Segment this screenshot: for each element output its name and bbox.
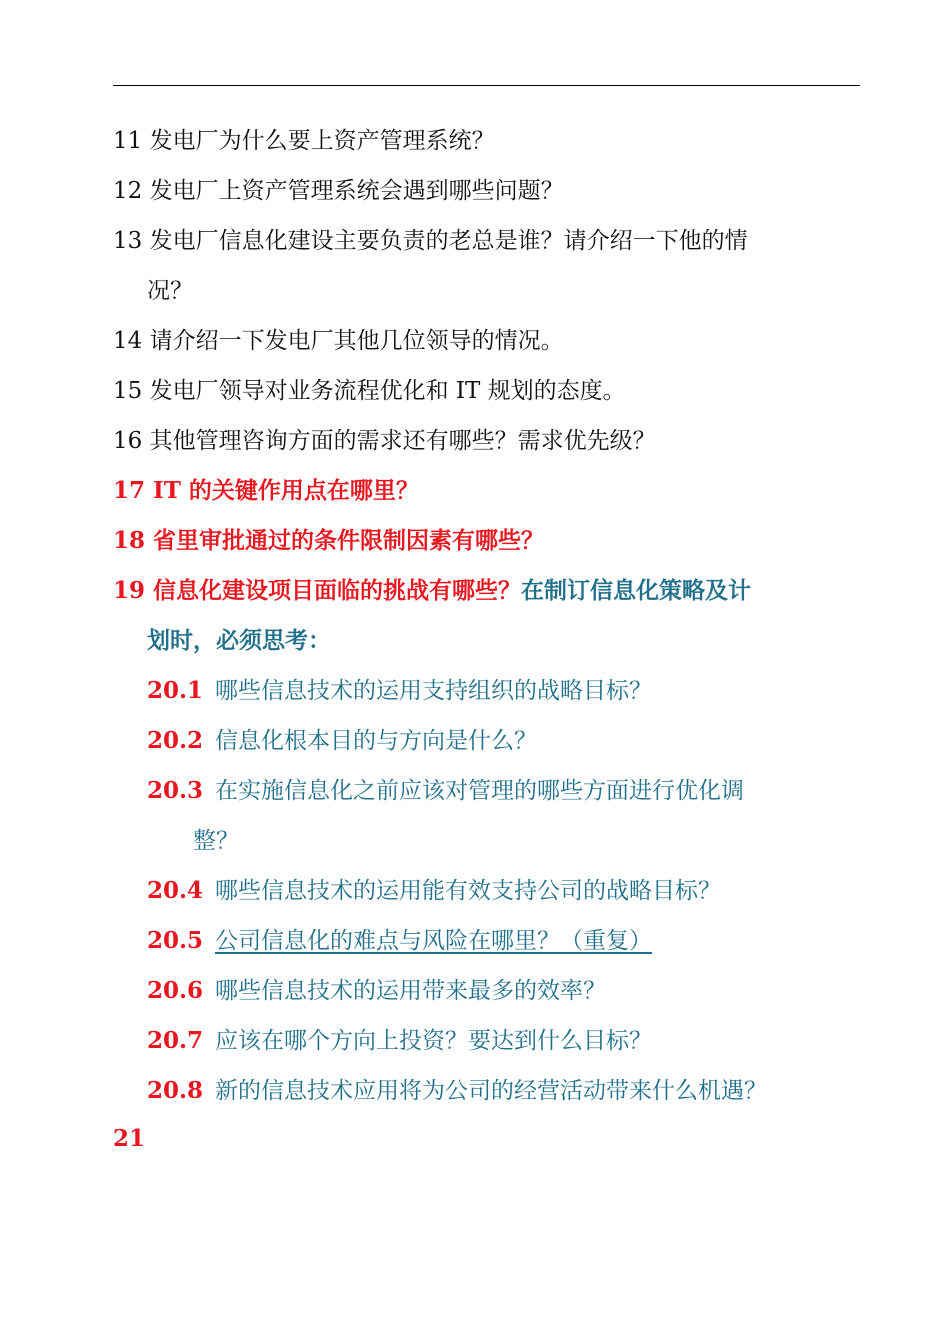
sub-list-item	[147, 926, 652, 956]
item-number: 13	[113, 228, 143, 254]
sub-item-number: 20.6	[147, 977, 204, 1004]
item-number: 15	[113, 378, 143, 404]
sub-item-number: 20.5	[147, 927, 204, 954]
sub-list-item	[147, 1076, 767, 1106]
item-text: 发电厂信息化建设主要负责的老总是谁？请介绍一下他的情	[149, 228, 748, 254]
list-item	[113, 126, 495, 156]
item-number: 18	[113, 527, 146, 554]
item-text: 省里审批通过的条件限制因素有哪些？	[153, 527, 545, 554]
list-item	[113, 376, 626, 406]
item-text: 发电厂上资产管理系统会遇到哪些问题？	[149, 178, 564, 204]
sub-list-item	[147, 676, 652, 706]
sub-item-number: 20.7	[147, 1027, 204, 1054]
item-text: 发电厂为什么要上资产管理系统？	[149, 128, 495, 154]
item-number: 21	[113, 1125, 146, 1152]
sub-list-item	[147, 876, 721, 906]
sub-item-text: 哪些信息技术的运用支持组织的战略目标？	[215, 678, 652, 704]
sub-item-number: 20.2	[147, 727, 204, 754]
sub-item-number: 20.1	[147, 677, 204, 704]
list-item-highlighted	[113, 576, 751, 606]
sub-list-item-continuation: 整？	[193, 828, 239, 854]
item-text: 其他管理咨询方面的需求还有哪些？需求优先级？	[149, 428, 656, 454]
item-number: 16	[113, 428, 143, 454]
sub-list-item	[147, 1026, 652, 1056]
list-item	[113, 176, 564, 206]
list-item-continuation: 划时，必须思考：	[147, 627, 331, 654]
sub-item-text: 公司信息化的难点与风险在哪里？（重复）	[215, 928, 652, 954]
sub-item-number: 20.8	[147, 1077, 204, 1104]
sub-item-text: 哪些信息技术的运用能有效支持公司的战略目标？	[215, 878, 721, 904]
sub-item-text: 新的信息技术应用将为公司的经营活动带来什么机遇？	[215, 1078, 767, 1104]
sub-item-text: 信息化根本目的与方向是什么？	[215, 728, 537, 754]
sub-item-number: 20.4	[147, 877, 204, 904]
item-number: 12	[113, 178, 143, 204]
list-item	[113, 326, 564, 356]
list-item	[113, 226, 748, 256]
list-item-continuation: 况？	[147, 278, 193, 304]
item-number: 11	[113, 128, 143, 154]
item-number: 19	[113, 577, 146, 604]
sub-list-item	[147, 976, 606, 1006]
item-text: 请介绍一下发电厂其他几位领导的情况。	[149, 328, 564, 354]
sub-item-text: 应该在哪个方向上投资？要达到什么目标？	[215, 1028, 652, 1054]
item-number: 17	[113, 477, 146, 504]
list-item-highlighted	[113, 476, 419, 506]
item-text-red: 信息化建设项目面临的挑战有哪些？	[153, 577, 522, 604]
header-rule	[113, 85, 860, 86]
item-text: 发电厂领导对业务流程优化和 IT 规划的态度。	[149, 378, 626, 404]
sub-item-text: 在实施信息化之前应该对管理的哪些方面进行优化调	[215, 778, 744, 804]
list-item	[113, 426, 656, 456]
item-text-teal: 在制订信息化策略及计	[521, 577, 752, 604]
sub-list-item	[147, 776, 744, 806]
sub-item-number: 20.3	[147, 777, 204, 804]
item-text: IT 的关键作用点在哪里？	[153, 477, 419, 504]
list-item-highlighted	[113, 1124, 145, 1154]
list-item-highlighted	[113, 526, 544, 556]
item-number: 14	[113, 328, 143, 354]
sub-item-text: 哪些信息技术的运用带来最多的效率？	[215, 978, 606, 1004]
sub-list-item	[147, 726, 537, 756]
